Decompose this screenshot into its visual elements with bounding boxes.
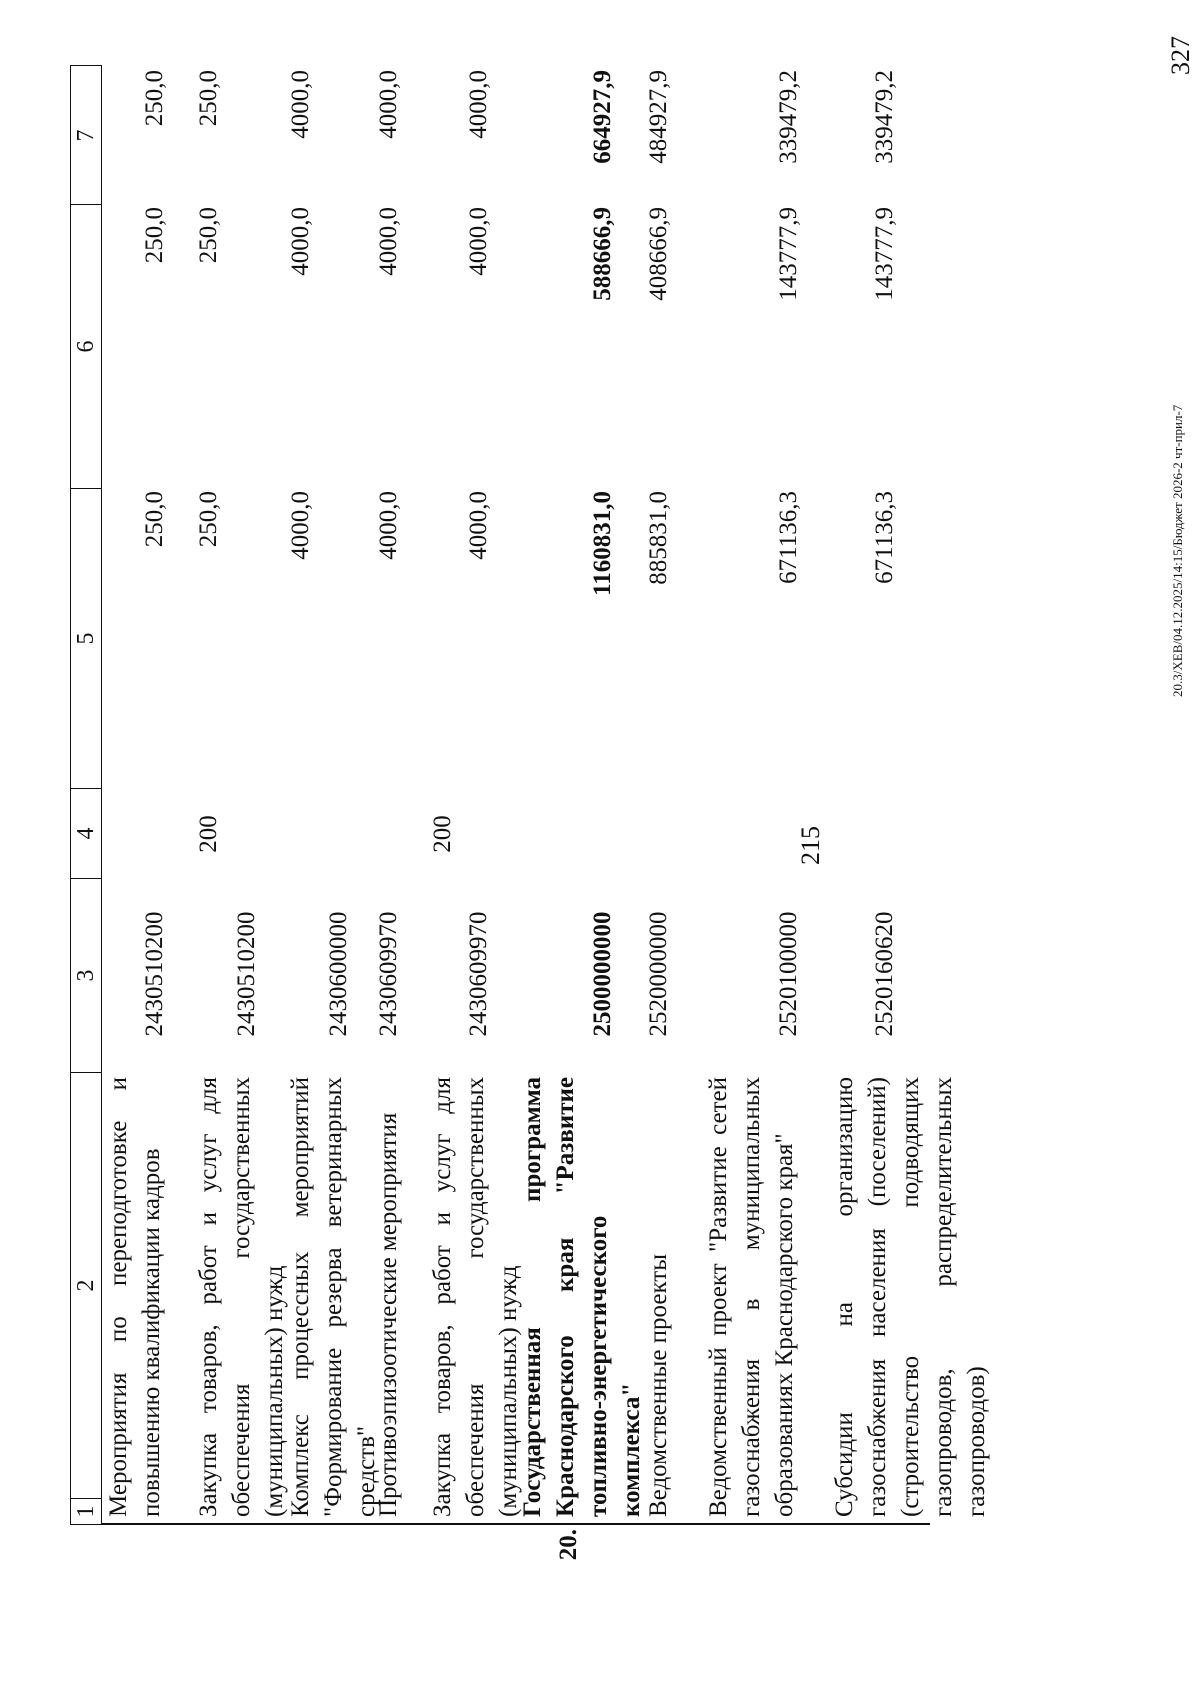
row-code: 2520100000: [775, 911, 802, 1037]
row-code: 2430510200: [233, 911, 260, 1037]
header-col-1: 1: [71, 1498, 101, 1524]
row-value-6: 588666,9: [589, 207, 616, 301]
row-type: 200: [195, 815, 222, 853]
row-value-7: 664927,9: [589, 70, 616, 164]
row-value-7: 484927,9: [645, 70, 672, 164]
row-value-7: 4000,0: [375, 70, 402, 139]
row-value-5: 4000,0: [465, 491, 492, 560]
row-number: 20.: [555, 1529, 582, 1561]
header-col-6: 6: [71, 204, 101, 488]
page-number: 215: [796, 826, 825, 865]
row-value-5: 885831,0: [645, 491, 672, 585]
row-value-5: 1160831,0: [589, 491, 616, 596]
row-description: Субсидии на организацию газоснабжения населения (поселений) (строительство подводящих газопроводов, распределительных газопроводов): [831, 1077, 990, 1517]
row-description: Государственная программа Краснодарского края "Развитие топливно-энергетического комплекса": [519, 1077, 645, 1517]
document-footer-code: 20.3/ХЕВ/04.12.2025/14:15/Бюджет 2026-2 чт-прил-7: [1170, 404, 1185, 697]
row-type: 200: [429, 815, 456, 853]
row-code: 2500000000: [589, 911, 616, 1037]
row-value-7: 250,0: [141, 70, 168, 127]
header-col-5: 5: [71, 488, 101, 788]
row-code: 2430600000: [325, 911, 352, 1037]
row-description: Ведомственные проекты: [645, 1253, 672, 1517]
row-value-6: 4000,0: [375, 207, 402, 276]
row-value-6: 143777,9: [775, 207, 802, 301]
row-value-5: 671136,3: [775, 491, 802, 584]
row-description: Закупка товаров, работ и услуг для обеспечения государственных (муниципальных) нужд: [429, 1077, 522, 1517]
row-value-5: 4000,0: [375, 491, 402, 560]
header-col-7: 7: [73, 129, 99, 142]
row-description: Комплекс процессных мероприятий "Формирование резерва ветеринарных средств": [287, 1077, 380, 1517]
row-value-6: 4000,0: [287, 207, 314, 276]
row-description: Мероприятия по переподготовке и повышению квалификации кадров: [105, 1077, 165, 1517]
header-col-2: 2: [71, 1072, 101, 1498]
row-description: Противоэпизоотические мероприятия: [375, 1112, 402, 1517]
row-value-7: 339479,2: [775, 70, 802, 164]
row-value-5: 671136,3: [871, 491, 898, 584]
row-value-5: 250,0: [195, 491, 222, 548]
row-value-5: 250,0: [141, 491, 168, 548]
row-code: 2430510200: [141, 911, 168, 1037]
row-value-6: 408666,9: [645, 207, 672, 301]
budget-table: [70, 65, 990, 1561]
row-description: Ведомственный проект "Развитие сетей газоснабжения в муниципальных образованиях Краснодарского края": [705, 1077, 798, 1517]
row-value-6: 4000,0: [465, 207, 492, 276]
row-code: 2430609970: [465, 911, 492, 1037]
sheet-number: 327: [1166, 36, 1195, 75]
table-left-border: [102, 1524, 930, 1526]
row-value-6: 250,0: [141, 207, 168, 264]
row-value-7: 4000,0: [287, 70, 314, 139]
header-col-3: 3: [71, 878, 101, 1072]
row-value-7: 339479,2: [871, 70, 898, 164]
header-col-4: 4: [71, 788, 101, 878]
table-header: [70, 65, 102, 1525]
row-value-7: 250,0: [195, 70, 222, 127]
row-code: 2430609970: [375, 911, 402, 1037]
row-code: 2520160620: [871, 911, 898, 1037]
row-description: Закупка товаров, работ и услуг для обеспечения государственных (муниципальных) нужд: [195, 1077, 288, 1517]
row-value-6: 143777,9: [871, 207, 898, 301]
row-value-7: 4000,0: [465, 70, 492, 139]
row-code: 2520000000: [645, 911, 672, 1037]
row-value-6: 250,0: [195, 207, 222, 264]
row-value-5: 4000,0: [287, 491, 314, 560]
